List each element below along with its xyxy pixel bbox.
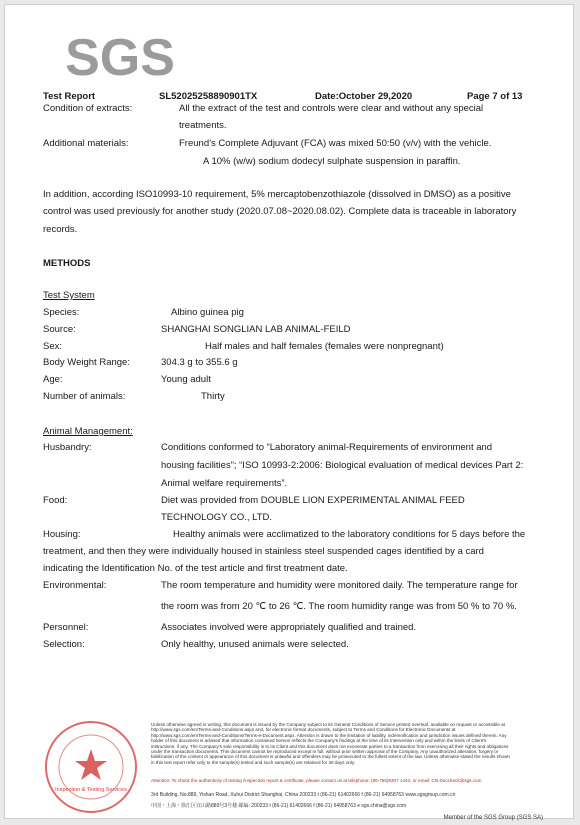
page-number: Page 7 of 13 (467, 91, 523, 102)
husbandry-text-1: Conditions conformed to “Laboratory animal-Requirements of environment and (161, 442, 493, 453)
authenticity-notice: Attention: To check the authenticity of testing /inspection report & certificate, please contact us at telephone: (86-755)8307 1443, or email: CN.Doccheck@sgs.com (151, 778, 482, 783)
sgs-membership: Member of the SGS Group (SGS SA) (443, 815, 543, 821)
address-chinese: 中国・上海・徐汇区宜山路889号3号楼 邮编: 200233 t (86-21) 61402666 f (86-21) 64958763 e sgs.china@sgs.com (151, 803, 407, 809)
housing-text-2: treatment, and then they were individually housed in stainless steel suspended cages identified by a card (43, 546, 484, 557)
legal-disclaimer: Unless otherwise agreed in writing, this document is issued by the Company subject to its General Conditions of Service printed overleaf, available on request or accessible at http://www.sgs.com/en/Terms-and-Conditions.aspx and, for electronic format documents, subject to Terms and Conditions for Electronic Documents at http://www.sgs.com/en/Terms-and-Conditions/Terms-e-Document.aspx. Attention is drawn to the limitation of liability, indemnification and jurisdiction issues defined therein. Any holder of this document is advised that information contained hereon reflects the Company's findings at the time of its intervention only and within the limits of Client's instructions, if any. The Company's sole responsibility is to its Client and this document does not exonerate parties to a transaction from exercising all their rights and obligations under the transaction documents. This document cannot be reproduced except in full, without prior written approval of the Company. Any unauthorized alteration, forgery or falsification of the content or appearance of this document is unlawful and offenders may be prosecuted to the fullest extent of the law. Unless otherwise stated the results shown in this test report refer only to the sample(s) tested and such sample(s) are retained for 30 days only. (151, 722, 510, 765)
paragraph-line-2: control was used previously for another study (2020.07.08~2020.08.02). Complete data is traceable in laboratory (43, 206, 517, 217)
weight-value: 304.3 g to 355.6 g (161, 357, 238, 368)
husbandry-label: Husbandry: (43, 442, 92, 453)
environmental-label: Environmental: (43, 580, 107, 591)
selection-text: Only healthy, unused animals were selected. (161, 639, 349, 650)
food-text-1: Diet was provided from DOUBLE LION EXPERIMENTAL ANIMAL FEED (161, 495, 465, 506)
additional-text-2: A 10% (w/w) sodium dodecyl sulphate suspension in paraffin. (203, 156, 461, 167)
age-label: Age: (43, 374, 63, 385)
sex-label: Sex: (43, 341, 63, 352)
test-system-heading: Test System (43, 290, 95, 301)
age-value: Young adult (161, 374, 211, 385)
animals-count-value: Thirty (201, 391, 225, 402)
paragraph-line-1: In addition, according ISO10993-10 requirement, 5% mercaptobenzothiazole (dissolved in DMSO) as a positive (43, 189, 511, 200)
cond-label: Condition of extracts: (43, 103, 133, 114)
cond-text-1: All the extract of the test and controls were clear and without any special (179, 103, 484, 114)
environmental-text-1: The room temperature and humidity were monitored daily. The temperature range for (161, 580, 518, 591)
additional-label: Additional materials: (43, 138, 129, 149)
sex-value: Half males and half females (females were nonpregnant) (205, 341, 444, 352)
animals-count-label: Number of animals: (43, 391, 126, 402)
address-english: 3rd Building, No.889, Yishan Road, Xuhui District Shanghai, China 200233 t (86-21) 61402666 f (86-21) 64958763 www.sgsgroup.com.cn (151, 792, 456, 798)
environmental-text-2: the room was from 20 ℃ to 26 ℃. The room humidity range was from 50 % to 70 %. (161, 601, 517, 612)
husbandry-text-2: housing facilities”; “ISO 10993-2:2006: Biological evaluation of medical devices Part 2: (161, 460, 524, 471)
source-label: Source: (43, 324, 76, 335)
methods-heading: METHODS (43, 258, 91, 269)
species-value: Albino guinea pig (171, 307, 244, 318)
additional-text-1: Freund’s Complete Adjuvant (FCA) was mixed 50:50 (v/v) with the vehicle. (179, 138, 492, 149)
personnel-label: Personnel: (43, 622, 89, 633)
source-value: SHANGHAI SONGLIAN LAB ANIMAL-FEILD (161, 324, 351, 335)
weight-label: Body Weight Range: (43, 357, 130, 368)
paragraph-line-3: records. (43, 224, 78, 235)
report-number: SL52025258890901TX (159, 91, 258, 102)
report-label: Test Report (43, 91, 96, 102)
cond-text-2: treatments. (179, 120, 227, 131)
sgs-logo (65, 25, 175, 85)
species-label: Species: (43, 307, 80, 318)
report-page (4, 4, 574, 819)
company-seal-icon (43, 719, 139, 815)
animal-management-heading: Animal Management: (43, 426, 133, 437)
housing-label: Housing: (43, 529, 81, 540)
selection-label: Selection: (43, 639, 85, 650)
report-date: Date:October 29,2020 (315, 91, 413, 102)
svg-text:SGS: SGS (65, 29, 175, 85)
personnel-text: Associates involved were appropriately qualified and trained. (161, 622, 417, 633)
husbandry-text-3: Animal welfare requirements”. (161, 478, 288, 489)
food-text-2: TECHNOLOGY CO., LTD. (161, 512, 273, 523)
svg-text:Inspection & Testing Services: Inspection & Testing Services (55, 787, 127, 793)
housing-text-1: Healthy animals were acclimatized to the laboratory conditions for 5 days before the (173, 529, 526, 540)
housing-text-3: indicating the Identification No. of the test article and first treatment date. (43, 563, 348, 574)
food-label: Food: (43, 495, 68, 506)
